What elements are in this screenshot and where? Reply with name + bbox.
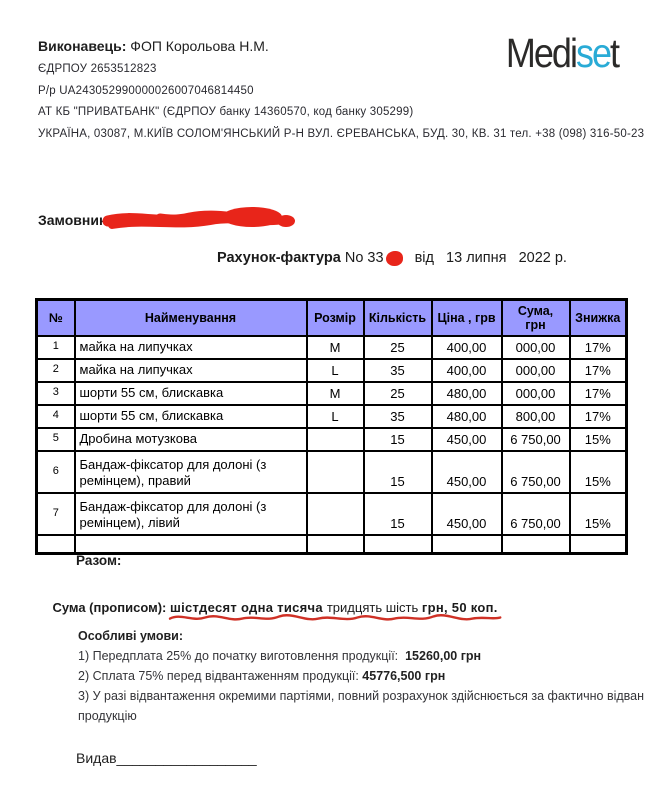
cell-name xyxy=(75,535,307,554)
table-row xyxy=(37,493,627,535)
cell-size xyxy=(307,428,364,451)
cell-name: Дробина мотузкова xyxy=(75,428,307,451)
header-discount: Знижка xyxy=(570,300,627,336)
issued-by-label: Видав__________________ xyxy=(76,750,257,766)
cell-qty xyxy=(364,535,432,554)
table-row xyxy=(37,405,627,428)
amount-label: Сума (прописом): xyxy=(52,600,170,615)
cell-num: 3 xyxy=(37,382,75,405)
cell-sum: 000,00 xyxy=(502,382,570,405)
contractor-edrpou: ЄДРПОУ 2653512823 xyxy=(38,63,157,75)
cell-size xyxy=(307,451,364,493)
cell-num: 2 xyxy=(37,359,75,382)
amount-words-bold2: грн, 50 коп. xyxy=(421,600,498,615)
contractor-name: ФОП Корольова Н.М. xyxy=(126,38,269,54)
table-row xyxy=(37,336,627,359)
cell-disc: 17% xyxy=(570,382,627,405)
logo-part1: Medi xyxy=(505,30,576,76)
total-label: Разом: xyxy=(76,553,122,568)
cell-price: 450,00 xyxy=(432,493,502,535)
cell-disc xyxy=(570,535,627,554)
condition-1-text: 1) Передплата 25% до початку виготовлення продукції: xyxy=(78,649,406,663)
header-name: Найменування xyxy=(75,300,307,336)
amount-words-text xyxy=(170,600,498,615)
amount-words-bold1: шістдесят одна тисяча xyxy=(169,600,327,615)
cell-size: L xyxy=(307,359,364,382)
amount-words-regular: тридцять шість xyxy=(326,600,422,615)
cell-sum: 000,00 xyxy=(502,359,570,382)
cell-num: 1 xyxy=(37,336,75,359)
cell-sum: 6 750,00 xyxy=(502,451,570,493)
cell-disc: 17% xyxy=(570,405,627,428)
condition-3: 3) У разі відвантаження окремими партіями, повний розрахунок здійснюється за фактично відван xyxy=(78,689,645,703)
contractor-account: Р/р UA243052990000026007046814450 xyxy=(38,84,254,97)
contractor-label: Виконавець: xyxy=(38,38,127,54)
cell-price: 480,00 xyxy=(432,405,502,428)
cell-disc: 15% xyxy=(570,428,627,451)
invoice-title-bold: Рахунок-фактура xyxy=(217,250,341,266)
cell-size xyxy=(307,535,364,554)
cell-price xyxy=(432,535,502,554)
condition-1 xyxy=(78,646,644,666)
table-row xyxy=(37,451,627,493)
cell-qty: 25 xyxy=(364,336,432,359)
cell-qty: 15 xyxy=(364,451,432,493)
red-wavy-underline xyxy=(168,612,502,623)
customer-redaction-scribble xyxy=(100,204,300,238)
cell-num: 7 xyxy=(37,493,75,535)
condition-2 xyxy=(78,666,644,686)
invoice-title xyxy=(217,250,567,266)
table-header-row xyxy=(37,300,627,336)
conditions-title: Особливі умови: xyxy=(78,629,184,643)
cell-price: 400,00 xyxy=(432,359,502,382)
header-number: № xyxy=(37,300,75,336)
table-row xyxy=(37,535,627,554)
cell-name: шорти 55 см, блискавка xyxy=(75,382,307,405)
condition-1-amount: 15260,00 грн xyxy=(405,649,482,663)
cell-price: 450,00 xyxy=(432,428,502,451)
cell-sum: 6 750,00 xyxy=(502,493,570,535)
invoice-number: No 33 xyxy=(340,250,384,266)
cell-name: Бандаж-фіксатор для долоні (з ремінцем), правий xyxy=(75,451,307,493)
invoice-number-redaction xyxy=(386,251,403,266)
cell-disc: 15% xyxy=(570,493,627,535)
table-row xyxy=(37,359,627,382)
invoice-table-body xyxy=(37,336,627,554)
cell-sum: 800,00 xyxy=(502,405,570,428)
cell-name: майка на липучках xyxy=(75,336,307,359)
table-row xyxy=(37,382,627,405)
condition-2-amount: 45776,500 грн xyxy=(362,669,446,683)
invoice-date: від 13 липня 2022 р. xyxy=(410,250,567,266)
special-conditions xyxy=(78,626,644,726)
cell-qty: 15 xyxy=(364,428,432,451)
cell-sum: 6 750,00 xyxy=(502,428,570,451)
header-size: Розмір xyxy=(307,300,364,336)
table-row xyxy=(37,428,627,451)
mediset-logo xyxy=(506,30,618,77)
condition-3-continuation: продукцію xyxy=(78,709,137,723)
cell-qty: 15 xyxy=(364,493,432,535)
cell-name: майка на липучках xyxy=(75,359,307,382)
header-sum: Сума, грн xyxy=(502,300,570,336)
cell-name: шорти 55 см, блискавка xyxy=(75,405,307,428)
cell-size xyxy=(307,493,364,535)
cell-disc: 17% xyxy=(570,336,627,359)
header-quantity: Кількість xyxy=(364,300,432,336)
cell-disc: 15% xyxy=(570,451,627,493)
invoice-table xyxy=(35,298,628,555)
cell-num: 6 xyxy=(37,451,75,493)
cell-num: 4 xyxy=(37,405,75,428)
cell-size: М xyxy=(307,382,364,405)
cell-num: 5 xyxy=(37,428,75,451)
cell-size: М xyxy=(307,336,364,359)
cell-qty: 25 xyxy=(364,382,432,405)
cell-sum xyxy=(502,535,570,554)
condition-2-text: 2) Сплата 75% перед відвантаженням продукції: xyxy=(78,669,363,683)
cell-qty: 35 xyxy=(364,405,432,428)
logo-part3: t xyxy=(609,30,618,76)
header-price: Ціна , грв xyxy=(432,300,502,336)
contractor-address: УКРАЇНА, 03087, М.КИЇВ СОЛОМ'ЯНСЬКИЙ Р-Н ВУЛ. ЄРЕВАНСЬКА, БУД. 30, КВ. 31 тел. +38 (098) 316-50-23 xyxy=(38,127,645,140)
cell-price: 480,00 xyxy=(432,382,502,405)
cell-size: L xyxy=(307,405,364,428)
cell-price: 400,00 xyxy=(432,336,502,359)
amount-in-words xyxy=(38,585,498,630)
cell-price: 450,00 xyxy=(432,451,502,493)
logo-part2: se xyxy=(575,30,610,76)
cell-disc: 17% xyxy=(570,359,627,382)
cell-qty: 35 xyxy=(364,359,432,382)
cell-num xyxy=(37,535,75,554)
cell-sum: 000,00 xyxy=(502,336,570,359)
contractor-bank: АТ КБ "ПРИВАТБАНК" (ЄДРПОУ банку 14360570, код банку 305299) xyxy=(38,106,414,118)
customer-label: Замовник: xyxy=(38,212,111,228)
cell-name: Бандаж-фіксатор для долоні (з ремінцем), лівий xyxy=(75,493,307,535)
